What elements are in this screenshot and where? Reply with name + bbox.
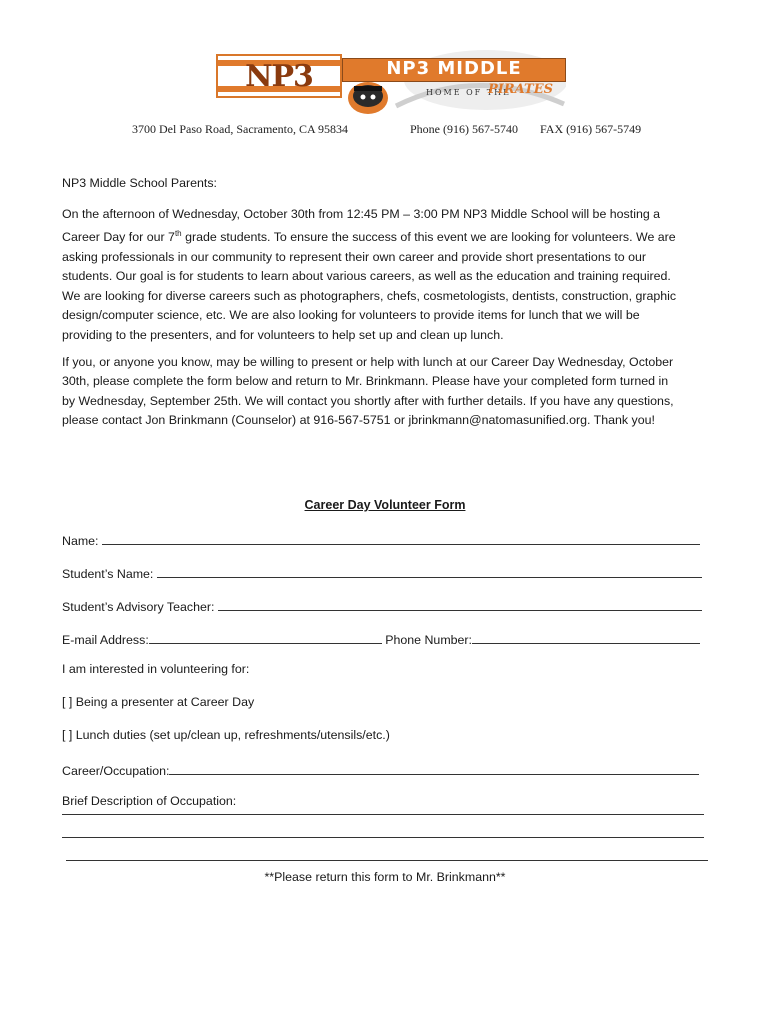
letter-greeting: NP3 Middle School Parents:: [62, 176, 217, 190]
phone-blank[interactable]: [472, 630, 700, 644]
phone-label: Phone Number:: [381, 633, 472, 647]
paragraph-line: providing to the presenters, and for volunteers to help set up and clean up lunch.: [62, 327, 504, 342]
form-title: Career Day Volunteer Form: [304, 498, 466, 512]
paragraph-line: On the afternoon of Wednesday, October 30th from 12:45 PM – 3:00 PM NP3 Middle School will be hosting a: [62, 207, 661, 221]
email-label: E-mail Address:: [62, 633, 149, 647]
logo-mascot-name: PIRATES: [488, 82, 554, 97]
np3-badge-text: NP3: [245, 59, 313, 94]
logo-tagline: HOME OF THE: [426, 88, 511, 97]
advisory-teacher-label: Student’s Advisory Teacher:: [62, 600, 218, 614]
career-field[interactable]: [62, 761, 712, 778]
paragraph-line: [62, 224, 712, 248]
name-field[interactable]: [62, 531, 712, 548]
description-blank-1[interactable]: [62, 814, 704, 815]
email-blank[interactable]: [149, 630, 382, 644]
name-blank[interactable]: [102, 531, 700, 545]
pirate-mascot-icon: [344, 76, 392, 116]
school-address: 3700 Del Paso Road, Sacramento, CA 95834: [132, 122, 348, 136]
student-name-blank[interactable]: [157, 564, 702, 578]
paragraph-line: by Wednesday, September 25th. We will contact you shortly after with further details. If you have any questions,: [62, 393, 674, 408]
name-label: Name:: [62, 534, 102, 548]
student-name-label: Student’s Name:: [62, 567, 157, 581]
student-name-field[interactable]: [62, 564, 712, 581]
school-phone: Phone (916) 567-5740: [410, 122, 518, 136]
np3-badge: [216, 54, 342, 98]
interest-label: I am interested in volunteering for:: [62, 662, 250, 676]
paragraph-line: please contact Jon Brinkmann (Counselor) at 916-567-5751 or jbrinkmann@natomasunified.org. Thank you!: [62, 413, 655, 428]
school-fax: FAX (916) 567-5749: [540, 122, 642, 136]
description-blank-2[interactable]: [62, 837, 704, 838]
career-blank[interactable]: [169, 761, 699, 775]
paragraph-line: We are looking for diverse careers such as photographers, chefs, cosmetologists, dentists, construction, graphic: [62, 288, 677, 303]
advisory-teacher-field[interactable]: [62, 597, 712, 614]
description-blank-3[interactable]: [66, 860, 708, 861]
paragraph-line: students. Our goal is for students to learn about various careers, as well as the education and training required.: [62, 269, 671, 284]
logo-title: NP3 MIDDLE: [386, 58, 522, 79]
paragraph-line: If you, or anyone you know, may be willing to present or help with lunch at our Career Day Wednesday, October: [62, 355, 674, 369]
advisory-teacher-blank[interactable]: [218, 597, 702, 611]
letter-paragraph-1: [62, 205, 712, 345]
ordinal-suffix: th: [174, 229, 182, 239]
paragraph-line: 30th, please complete the form below and return to Mr. Brinkmann. Please have your completed form turned in: [62, 374, 669, 389]
email-phone-field[interactable]: [62, 630, 712, 647]
paragraph-line: design/computer science, etc. We are also looking for volunteers to provide items for lunch that we will be: [62, 308, 640, 323]
return-note: **Please return this form to Mr. Brinkmann**: [264, 870, 506, 884]
school-logo: [216, 44, 568, 122]
paragraph-line: asking professionals in our community to represent their own career and provide short presentations to our: [62, 249, 647, 264]
description-label: Brief Description of Occupation:: [62, 794, 237, 808]
option-presenter[interactable]: [ ] Being a presenter at Career Day: [62, 695, 255, 709]
paragraph-line-prefix: Career Day for our 7: [62, 230, 175, 245]
option-lunch-duties[interactable]: [ ] Lunch duties (set up/clean up, refreshments/utensils/etc.): [62, 728, 390, 742]
paragraph-line-rest: grade students. To ensure the success of this event we are looking for volunteers. We are: [185, 230, 676, 245]
letter-paragraph-2: [62, 353, 712, 431]
career-label: Career/Occupation:: [62, 764, 170, 778]
